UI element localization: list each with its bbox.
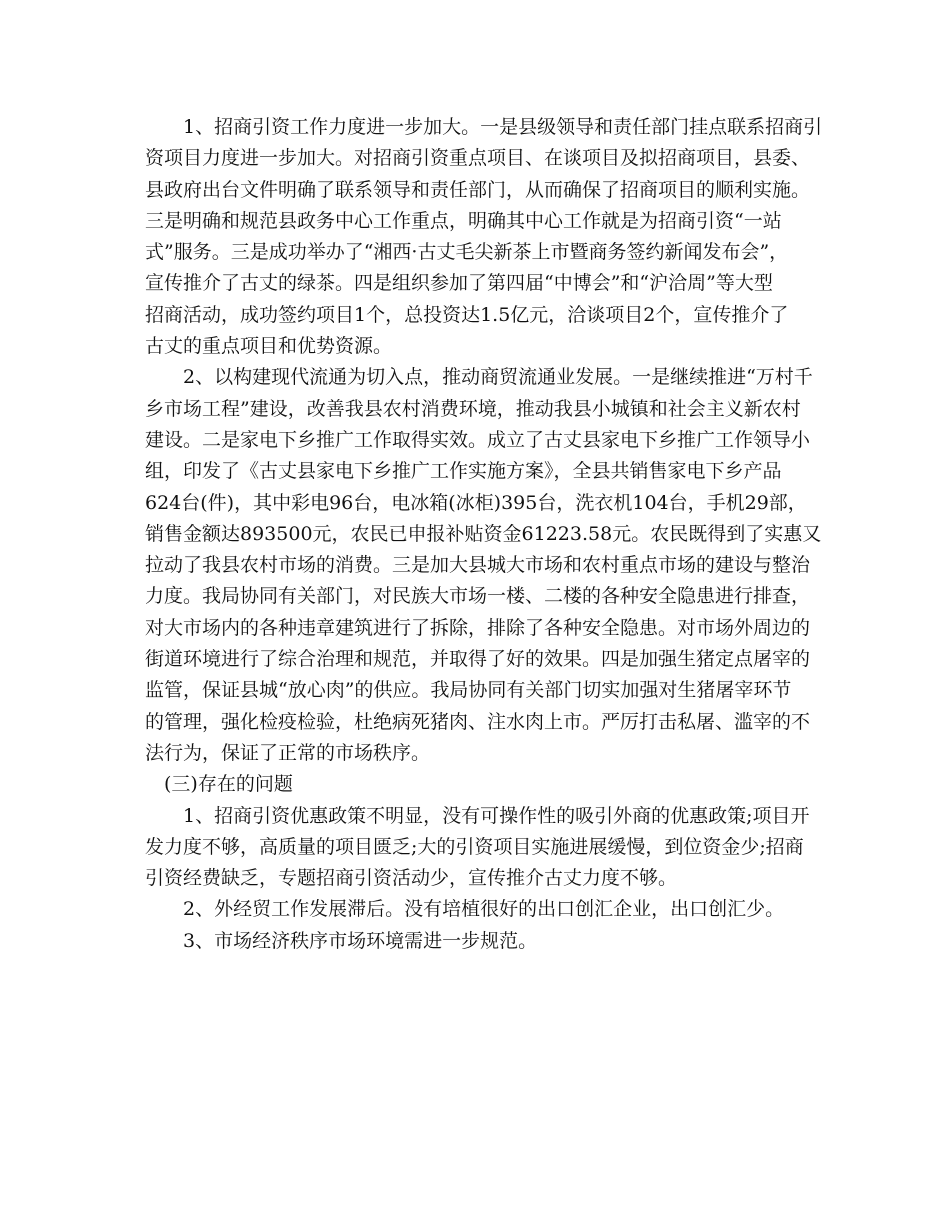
paragraph-2-line-7: 拉动了我县农村市场的消费。三是加大县城大市场和农村重点市场的建设与整治: [145, 554, 811, 577]
paragraph-2-line-4: 组，印发了《古丈县家电下乡推广工作实施方案》，全县共销售家电下乡产品: [145, 460, 782, 483]
problem-1-line-1: 1、招商引资优惠政策不明显，没有可操作性的吸引外商的优惠政策;项目开: [183, 804, 810, 827]
problem-1-line-2: 发力度不够，高质量的项目匮乏;大的引资项目实施进展缓慢，到位资金少;招商: [145, 835, 804, 858]
paragraph-1-line-1: 1、招商引资工作力度进一步加大。一是县级领导和责任部门挂点联系招商引: [183, 116, 823, 138]
paragraph-2-line-8: 力度。我局协同有关部门，对民族大市场一楼、二楼的各种安全隐患进行排查，: [145, 585, 811, 608]
paragraph-1-line-8: 古丈的重点项目和优势资源。: [145, 335, 393, 358]
paragraph-2-line-3: 建设。二是家电下乡推广工作取得实效。成立了古丈县家电下乡推广工作领导小: [145, 428, 811, 451]
paragraph-2-line-11: 监管，保证县城“放心肉”的供应。我局协同有关部门切实加强对生猪屠宰环节: [145, 679, 792, 702]
paragraph-2-line-2: 乡市场工程”建设，改善我县农村消费环境，推动我县小城镇和社会主义新农村: [145, 397, 801, 420]
paragraph-2-line-10: 街道环境进行了综合治理和规范，并取得了好的效果。四是加强生猪定点屠宰的: [145, 648, 811, 671]
problem-3-line-1: 3、市场经济秩序市场环境需进一步规范。: [183, 929, 538, 952]
paragraph-2-line-9: 对大市场内的各种违章建筑进行了拆除，排除了各种安全隐患。对市场外周边的: [145, 616, 811, 639]
paragraph-1-line-3: 县政府出台文件明确了联系领导和责任部门，从而确保了招商项目的顺利实施。: [145, 178, 811, 201]
paragraph-2-line-5: 624台(件)，其中彩电96台，电冰箱(冰柜)395台，洗衣机104台，手机29部，: [145, 491, 807, 514]
section-heading-problems: (三)存在的问题: [164, 773, 293, 796]
paragraph-2-line-1: 2、以构建现代流通为切入点，推动商贸流通业发展。一是继续推进“万村千: [183, 366, 813, 389]
paragraph-2-line-12: 的管理，强化检疫检验，杜绝病死猪肉、注水肉上市。严厉打击私屠、滥宰的不: [145, 710, 811, 733]
problem-2-line-1: 2、外经贸工作发展滞后。没有培植很好的出口创汇企业，出口创汇少。: [183, 898, 785, 921]
paragraph-1-line-7: 招商活动，成功签约项目1个，总投资达1.5亿元，洽谈项目2个，宣传推介了: [145, 303, 789, 326]
problem-1-line-3: 引资经费缺乏，专题招商引资活动少，宣传推介古丈力度不够。: [145, 867, 678, 890]
paragraph-1-line-4: 三是明确和规范县政务中心工作重点，明确其中心工作就是为招商引资“一站: [145, 209, 782, 232]
paragraph-1-line-6: 宣传推介了古丈的绿茶。四是组织参加了第四届“中博会”和“沪洽周”等大型: [145, 272, 773, 295]
document-body: [145, 112, 823, 957]
paragraph-1-line-2: 资项目力度进一步加大。对招商引资重点项目、在谈项目及拟招商项目，县委、: [145, 147, 811, 170]
paragraph-2-line-13: 法行为，保证了正常的市场秩序。: [145, 741, 431, 764]
paragraph-2-line-6: 销售金额达893500元，农民已申报补贴资金61223.58元。农民既得到了实惠又: [145, 522, 822, 545]
paragraph-1-line-5: 式”服务。三是成功举办了“湘西·古丈毛尖新茶上市暨商务签约新闻发布会”，: [145, 241, 789, 264]
